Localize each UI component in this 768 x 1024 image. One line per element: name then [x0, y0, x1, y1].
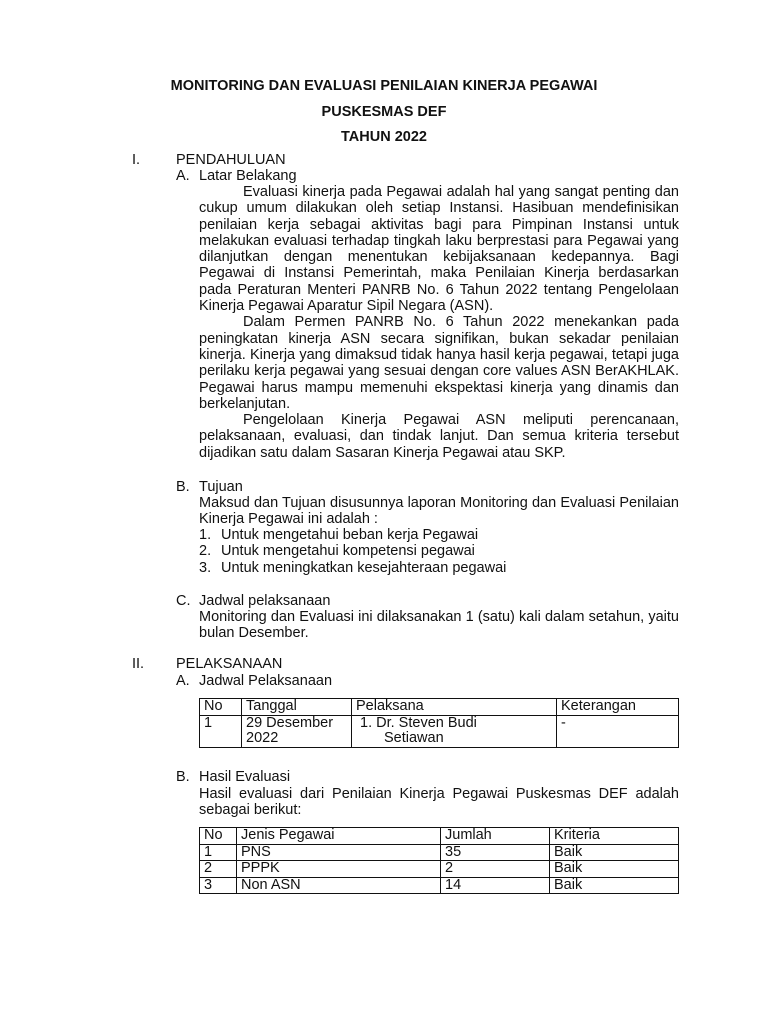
- table-cell: Baik: [550, 877, 679, 894]
- table-header: Keterangan: [557, 699, 679, 716]
- section-2-number: II.: [132, 656, 145, 672]
- subsection-1c-label: C.: [176, 593, 191, 609]
- pelaksana-number: 1.: [360, 714, 373, 731]
- table-cell: [242, 715, 352, 747]
- table-header-row: [200, 828, 679, 845]
- table-cell: -: [557, 715, 679, 747]
- paragraph-1: Evaluasi kinerja pada Pegawai adalah hal yang sangat penting dan cukup umum dilakukan oleh setiap Instansi. Hasibuan mendefinisikan penilaian kerja sebagai aktivitas bagi para Pimpinan Instansi untuk melakukan evaluasi terhadap tingkah laku berprestasi para Pegawai yang dilanjutkan dengan menentukan kebijaksanaan kedepannya. Bagi Pegawai di Instansi Pemerintah, maka Penilaian Kinerja berdasarkan pada Peraturan Menteri PANRB No. 6 Tahun 2022 tentang Pengelolaan Kinerja Pegawai Aparatur Sipil Negara (ASN).: [199, 184, 679, 315]
- jadwal-table: [199, 698, 679, 748]
- list-number: 3.: [199, 560, 212, 576]
- table-header: Jumlah: [441, 828, 550, 845]
- paragraph-2: Dalam Permen PANRB No. 6 Tahun 2022 menekankan pada peningkatan kinerja ASN secara signifikan, bukan sekadar penilaian kinerja. Kinerja yang dimaksud tidak hanya hasil kerja pegawai, tetapi juga perilaku kerja pegawai yang sesuai dengan core values ASN BerAKHLAK. Pegawai harus mampu memenuhi ekspektasi kinerja yang dinamis dan berkelanjutan.: [199, 314, 679, 412]
- list-item: [199, 527, 479, 544]
- table-cell: Non ASN: [237, 877, 441, 894]
- table-row: [200, 877, 679, 894]
- subsection-2a-title: Jadwal Pelaksanaan: [199, 673, 333, 689]
- table-cell: 14: [441, 877, 550, 894]
- table-cell: 2: [200, 861, 237, 878]
- subsection-1c-title: Jadwal pelaksanaan: [199, 593, 331, 609]
- table-header: Tanggal: [242, 699, 352, 716]
- subsection-2b-label: B.: [176, 769, 190, 785]
- table-header: Pelaksana: [352, 699, 557, 716]
- list-text: Untuk meningkatkan kesejahteraan pegawai: [221, 560, 507, 576]
- list-item: [199, 543, 475, 560]
- table-cell: 35: [441, 844, 550, 861]
- table-header: Kriteria: [550, 828, 679, 845]
- table-cell: Baik: [550, 844, 679, 861]
- latar-belakang-body: [199, 184, 679, 461]
- table-header-row: [200, 699, 679, 716]
- table-header: No: [200, 828, 237, 845]
- table-cell: Baik: [550, 861, 679, 878]
- subsection-1b-label: B.: [176, 479, 190, 495]
- paragraph-3: Pengelolaan Kinerja Pegawai ASN meliputi perencanaan, pelaksanaan, evaluasi, dan tindak lanjut. Dan semua kriteria tersebut dijadikan satu dalam Sasaran Kinerja Pegawai atau SKP.: [199, 412, 679, 461]
- jadwal-text: Monitoring dan Evaluasi ini dilaksanakan 1 (satu) kali dalam setahun, yaitu bulan Desember.: [199, 609, 679, 642]
- table-cell: 1: [200, 844, 237, 861]
- table-cell: 2: [441, 861, 550, 878]
- tanggal-line-1: 29 Desember: [246, 714, 334, 731]
- subsection-2b-title: Hasil Evaluasi: [199, 769, 291, 785]
- tanggal-line-2: 2022: [246, 730, 279, 746]
- document-title: MONITORING DAN EVALUASI PENILAIAN KINERJA PEGAWAI: [170, 78, 598, 94]
- table-cell: PPPK: [237, 861, 441, 878]
- pelaksana-line-2: Setiawan: [384, 730, 444, 746]
- list-number: 2.: [199, 543, 212, 559]
- table-cell: 3: [200, 877, 237, 894]
- table-header: No: [200, 699, 242, 716]
- subsection-1b-title: Tujuan: [199, 479, 243, 495]
- hasil-table: [199, 827, 679, 894]
- list-text: Untuk mengetahui beban kerja Pegawai: [221, 527, 479, 543]
- list-text: Untuk mengetahui kompetensi pegawai: [221, 543, 475, 559]
- table-header: Jenis Pegawai: [237, 828, 441, 845]
- table-row: [200, 861, 679, 878]
- subsection-1a-label: A.: [176, 168, 190, 184]
- pelaksana-line-1: Dr. Steven Budi: [376, 714, 477, 731]
- table-cell: [352, 715, 557, 747]
- section-2-heading: PELAKSANAAN: [176, 656, 283, 672]
- section-1-number: I.: [132, 152, 141, 168]
- tujuan-intro: Maksud dan Tujuan disusunnya laporan Monitoring dan Evaluasi Penilaian Kinerja Pegawai ini adalah :: [199, 495, 679, 528]
- table-cell: PNS: [237, 844, 441, 861]
- table-cell: 1: [200, 715, 242, 747]
- document-year: TAHUN 2022: [341, 129, 427, 145]
- hasil-evaluasi-intro: Hasil evaluasi dari Penilaian Kinerja Pegawai Puskesmas DEF adalah sebagai berikut:: [199, 786, 679, 819]
- table-row: [200, 844, 679, 861]
- document-subtitle: PUSKESMAS DEF: [321, 104, 447, 120]
- section-1-heading: PENDAHULUAN: [176, 152, 286, 168]
- table-row: [200, 715, 679, 747]
- list-number: 1.: [199, 527, 212, 543]
- list-item: [199, 560, 507, 577]
- subsection-2a-label: A.: [176, 673, 190, 689]
- subsection-1a-title: Latar Belakang: [199, 168, 297, 184]
